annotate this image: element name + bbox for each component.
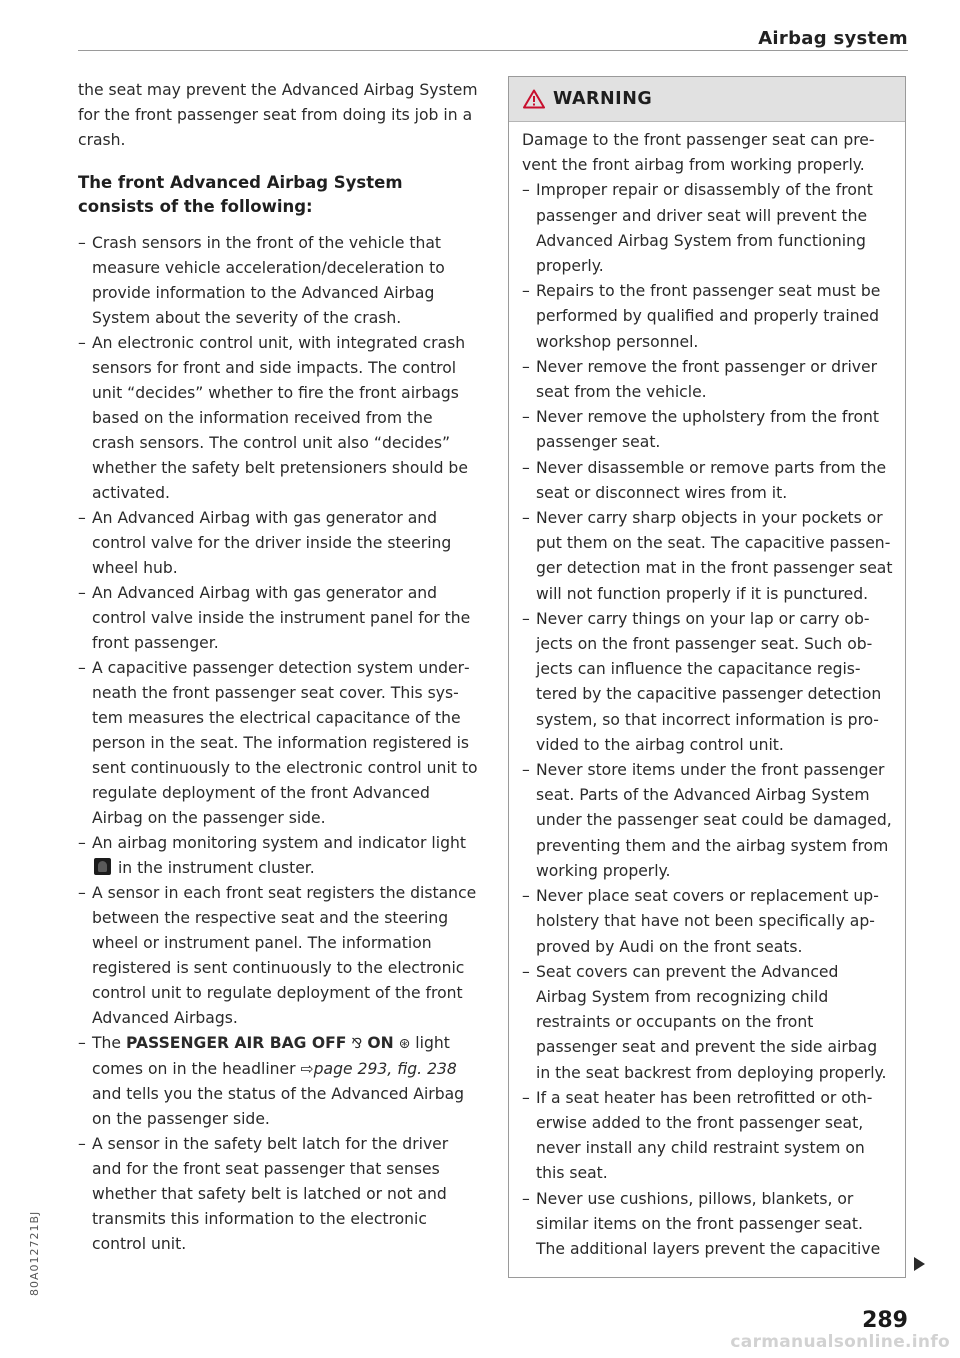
header-rule bbox=[78, 50, 908, 51]
list-item: – An electronic control unit, with integrated crash sensors for front and side impacts. The control unit “decides” whether to fire the front airbags based on the information received from the crash sensors. The control unit also “decides” whether the safety belt pretensioners should be activated. bbox=[78, 331, 480, 506]
warning-title: WARNING bbox=[553, 89, 653, 109]
continue-arrow-icon[interactable] bbox=[914, 1257, 925, 1271]
passenger-off-tail: and tells you the status of the Advanced Airbag on the passenger side. bbox=[92, 1085, 465, 1128]
airbag-on-icon: ⊛ bbox=[398, 1036, 411, 1052]
list-item: – A capacitive passenger detection system underneath the front passenger seat cover. This system measures the electrical capacitance of the person in the seat. The information registered is sent continuously to the electronic control unit to regulate deployment of the front Advanced Airbag on the passenger side. bbox=[78, 656, 480, 831]
list-item: – Crash sensors in the front of the vehicle that measure vehicle acceleration/deceleration to provide information to the Advanced Airbag System about the severity of the crash. bbox=[78, 231, 480, 331]
section-title: Airbag system bbox=[758, 28, 908, 49]
warning-item: – Repairs to the front passenger seat must be performed by qualified and properly trained workshop personnel. bbox=[522, 279, 893, 355]
list-item: – An Advanced Airbag with gas generator and control valve inside the instrument panel for the front passenger. bbox=[78, 581, 480, 656]
on-label: ON bbox=[367, 1034, 394, 1052]
warning-item: – Never store items under the front passenger seat. Parts of the Advanced Airbag System under the passenger seat could be damaged, preventing them and the airbag system from working properly. bbox=[522, 758, 893, 884]
watermark: carmanualsonline.info bbox=[730, 1332, 950, 1352]
warning-header bbox=[509, 77, 905, 122]
warning-body bbox=[509, 122, 905, 1262]
monitor-text-before: An airbag monitoring system and indicator light bbox=[92, 834, 466, 852]
warning-item: – Never carry sharp objects in your pockets or put them on the seat. The capacitive passenger detection mat in the front passenger seat will not function properly if it is punctured. bbox=[522, 506, 893, 607]
warning-list bbox=[522, 178, 893, 1262]
components-heading: The front Advanced Airbag System consists of the following: bbox=[78, 173, 403, 216]
components-list bbox=[78, 231, 480, 1257]
monitor-text-after: in the instrument cluster. bbox=[117, 859, 315, 877]
warning-item: – Never place seat covers or replacement upholstery that have not been specifically approved by Audi on the front seats. bbox=[522, 884, 893, 960]
passenger-airbag-off-label: PASSENGER AIR BAG OFF bbox=[125, 1034, 347, 1052]
intro-text: the seat may prevent the Advanced Airbag System for the front passenger seat from doing its job in a crash. bbox=[78, 81, 478, 149]
warning-item: – Never remove the upholstery from the front passenger seat. bbox=[522, 405, 893, 455]
warning-item: – Improper repair or disassembly of the front passenger and driver seat will prevent the Advanced Airbag System from functioning properly. bbox=[522, 178, 893, 279]
airbag-off-icon: ⅋ bbox=[351, 1036, 363, 1052]
list-item: – A sensor in each front seat registers the distance between the respective seat and the steering wheel or instrument panel. The information registered is sent continuously to the electronic control unit to regulate deployment of the front Advanced Airbags. bbox=[78, 881, 480, 1031]
warning-item: – Never use cushions, pillows, blankets, or similar items on the front passenger seat. The additional layers prevent the capacitive bbox=[522, 1187, 893, 1263]
warning-item: – Never carry things on your lap or carry objects on the front passenger seat. Such objects can influence the capacitance registered by the capacitive passenger detection system, so that incorrect information is provided to the airbag control unit. bbox=[522, 607, 893, 758]
list-item-passenger-off bbox=[78, 1031, 480, 1132]
warning-box bbox=[508, 76, 906, 1278]
text-the: The bbox=[92, 1034, 122, 1052]
page-ref-arrow-icon: ⇨ bbox=[300, 1060, 314, 1078]
page-number: 289 bbox=[862, 1308, 908, 1333]
page-reference-link[interactable]: page 293, fig. 238 bbox=[313, 1060, 457, 1078]
warning-item: – Never disassemble or remove parts from the seat or disconnect wires from it. bbox=[522, 456, 893, 506]
warning-triangle-icon bbox=[523, 89, 545, 109]
warning-item: – If a seat heater has been retrofitted or otherwise added to the front passenger seat, never install any child restraint system on this seat. bbox=[522, 1086, 893, 1187]
light-text: light comes on in the headliner bbox=[92, 1034, 450, 1078]
warning-item: – Never remove the front passenger or driver seat from the vehicle. bbox=[522, 355, 893, 405]
list-item: – A sensor in the safety belt latch for the driver and for the front seat passenger that senses whether that safety belt is latched or not and transmits this information to the electronic control unit. bbox=[78, 1132, 480, 1257]
list-item-monitoring bbox=[78, 831, 480, 881]
airbag-indicator-icon bbox=[94, 858, 111, 875]
document-code: 80A012721BJ bbox=[28, 1210, 41, 1296]
left-column bbox=[78, 78, 480, 1257]
list-item: – An Advanced Airbag with gas generator and control valve for the driver inside the steering wheel hub. bbox=[78, 506, 480, 581]
warning-intro: Damage to the front passenger seat can prevent the front airbag from working properly. bbox=[522, 131, 875, 175]
warning-item: – Seat covers can prevent the Advanced Airbag System from recognizing child restraints or occupants on the front passenger seat and prevent the side airbag in the seat backrest from deploying properly. bbox=[522, 960, 893, 1086]
